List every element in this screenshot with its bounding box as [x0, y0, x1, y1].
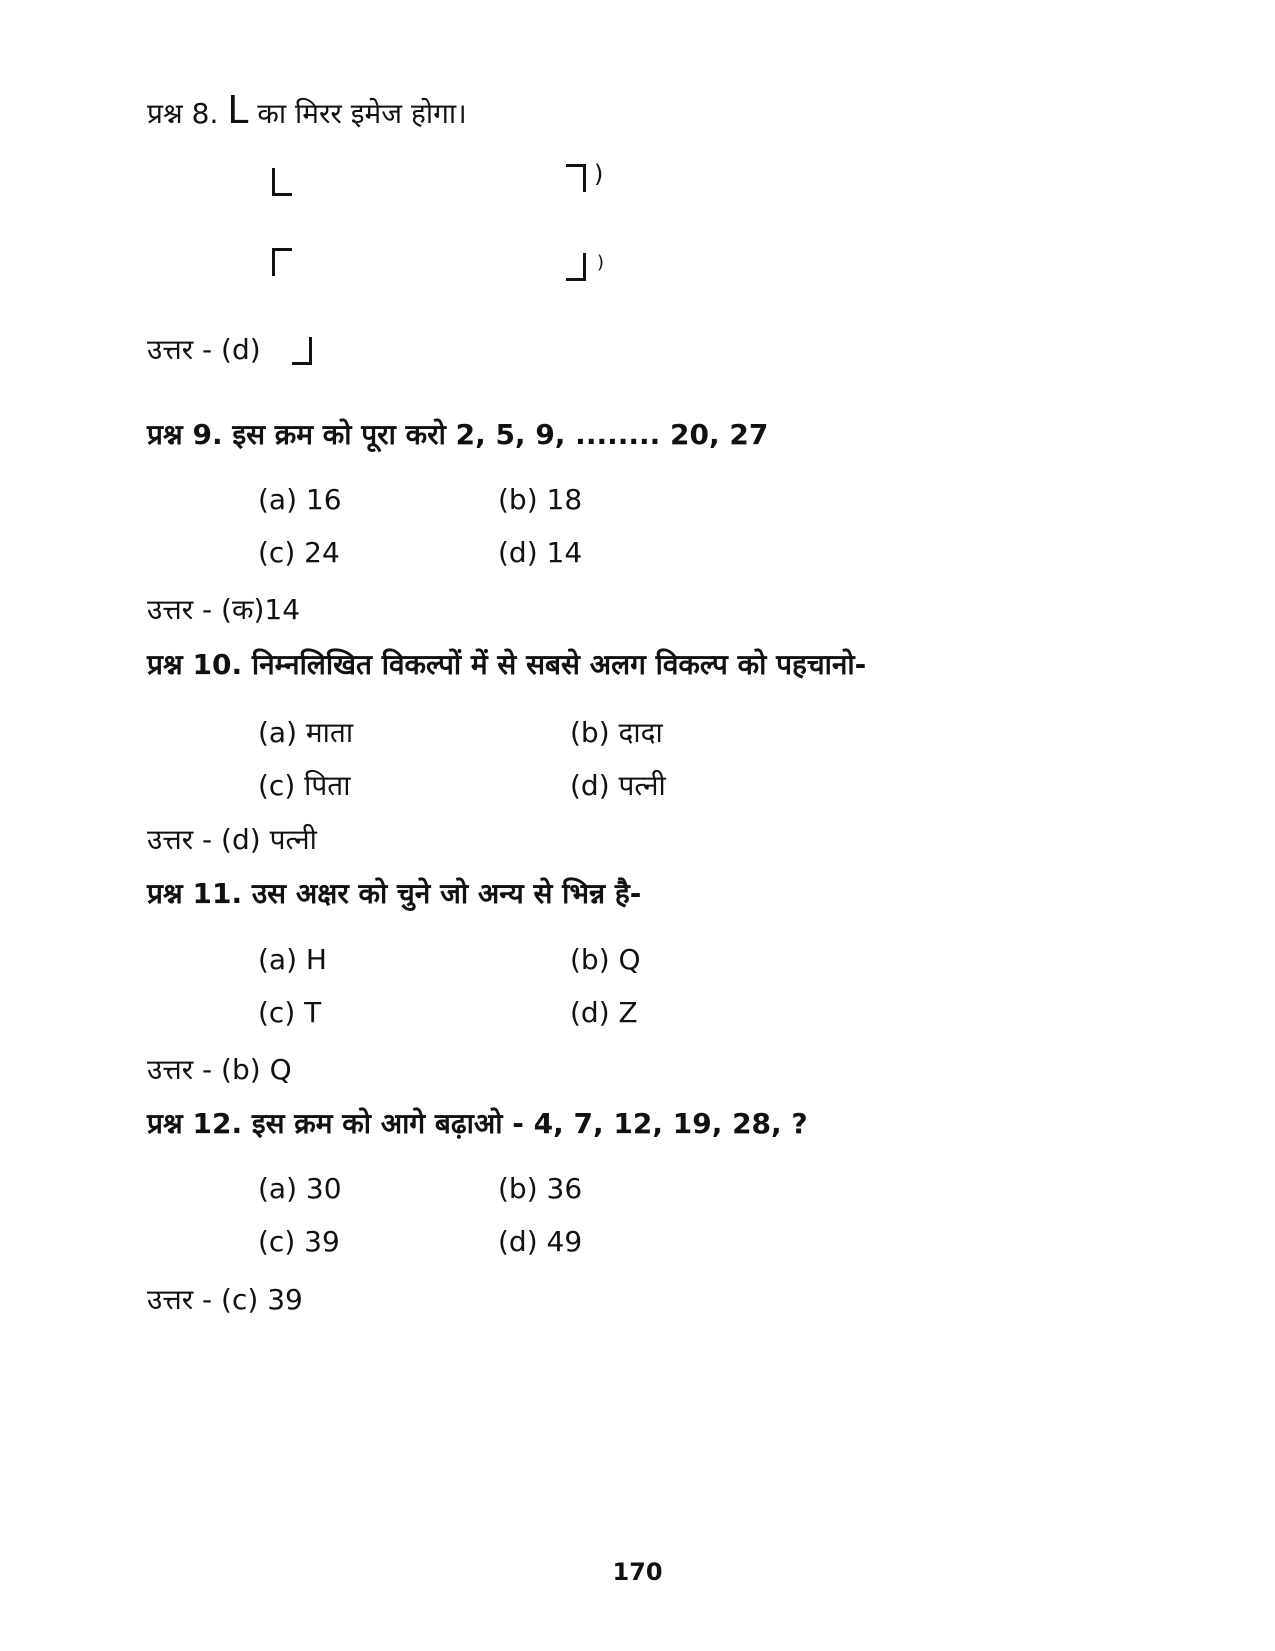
question-8: [147, 88, 467, 132]
q11-option-d: (d) Z: [570, 996, 638, 1029]
q12-option-d: (d) 49: [498, 1225, 583, 1258]
q12-option-c: (c) 39: [258, 1225, 340, 1258]
option-a-glyph-L: [272, 168, 296, 196]
q12-option-b: (b) 36: [498, 1172, 583, 1205]
q9-option-d: (d) 14: [498, 536, 583, 569]
answer-11: उत्तर - (b) Q: [147, 1053, 292, 1086]
option-d-glyph-mirror-bottom: [566, 253, 590, 281]
answer-10: उत्तर - (d) पत्नी: [147, 823, 317, 856]
question-10: प्रश्न 10. निम्नलिखित विकल्पों में से सबसे अलग विकल्प को पहचानो-: [147, 648, 867, 681]
q12-option-a: (a) 30: [258, 1172, 342, 1205]
q10-option-d: (d) पत्नी: [570, 769, 666, 802]
answer-9: उत्तर - (क)14: [147, 593, 301, 626]
page-number: 170: [612, 1558, 663, 1586]
answer-8-text: उत्तर - (d): [147, 333, 261, 366]
option-d-paren: ): [597, 252, 605, 273]
question-8-prefix: प्रश्न 8.: [147, 97, 219, 130]
option-b-paren: ): [594, 160, 604, 188]
question-8-text: का मिरर इमेज होगा।: [257, 97, 467, 130]
question-9: प्रश्न 9. इस क्रम को पूरा करो 2, 5, 9, ........ 20, 27: [147, 418, 769, 451]
q9-option-a: (a) 16: [258, 483, 342, 516]
q10-option-a: (a) माता: [258, 716, 354, 749]
answer-8-glyph: [292, 335, 314, 365]
q9-option-b: (b) 18: [498, 483, 583, 516]
q11-option-c: (c) T: [258, 996, 322, 1029]
q10-option-c: (c) पिता: [258, 769, 351, 802]
answer-12: उत्तर - (c) 39: [147, 1283, 303, 1316]
q11-option-a: (a) H: [258, 943, 327, 976]
q9-option-c: (c) 24: [258, 536, 340, 569]
option-b-glyph-mirror-top: [566, 164, 590, 192]
option-c-glyph-gamma: [272, 248, 296, 276]
q11-option-b: (b) Q: [570, 943, 641, 976]
question-12: प्रश्न 12. इस क्रम को आगे बढ़ाओ - 4, 7, 12, 19, 28, ?: [147, 1107, 808, 1140]
question-11: प्रश्न 11. उस अक्षर को चुने जो अन्य से भिन्न है-: [147, 877, 642, 910]
question-8-letter: L: [227, 88, 249, 132]
q10-option-b: (b) दादा: [570, 716, 663, 749]
answer-8: [147, 330, 314, 368]
